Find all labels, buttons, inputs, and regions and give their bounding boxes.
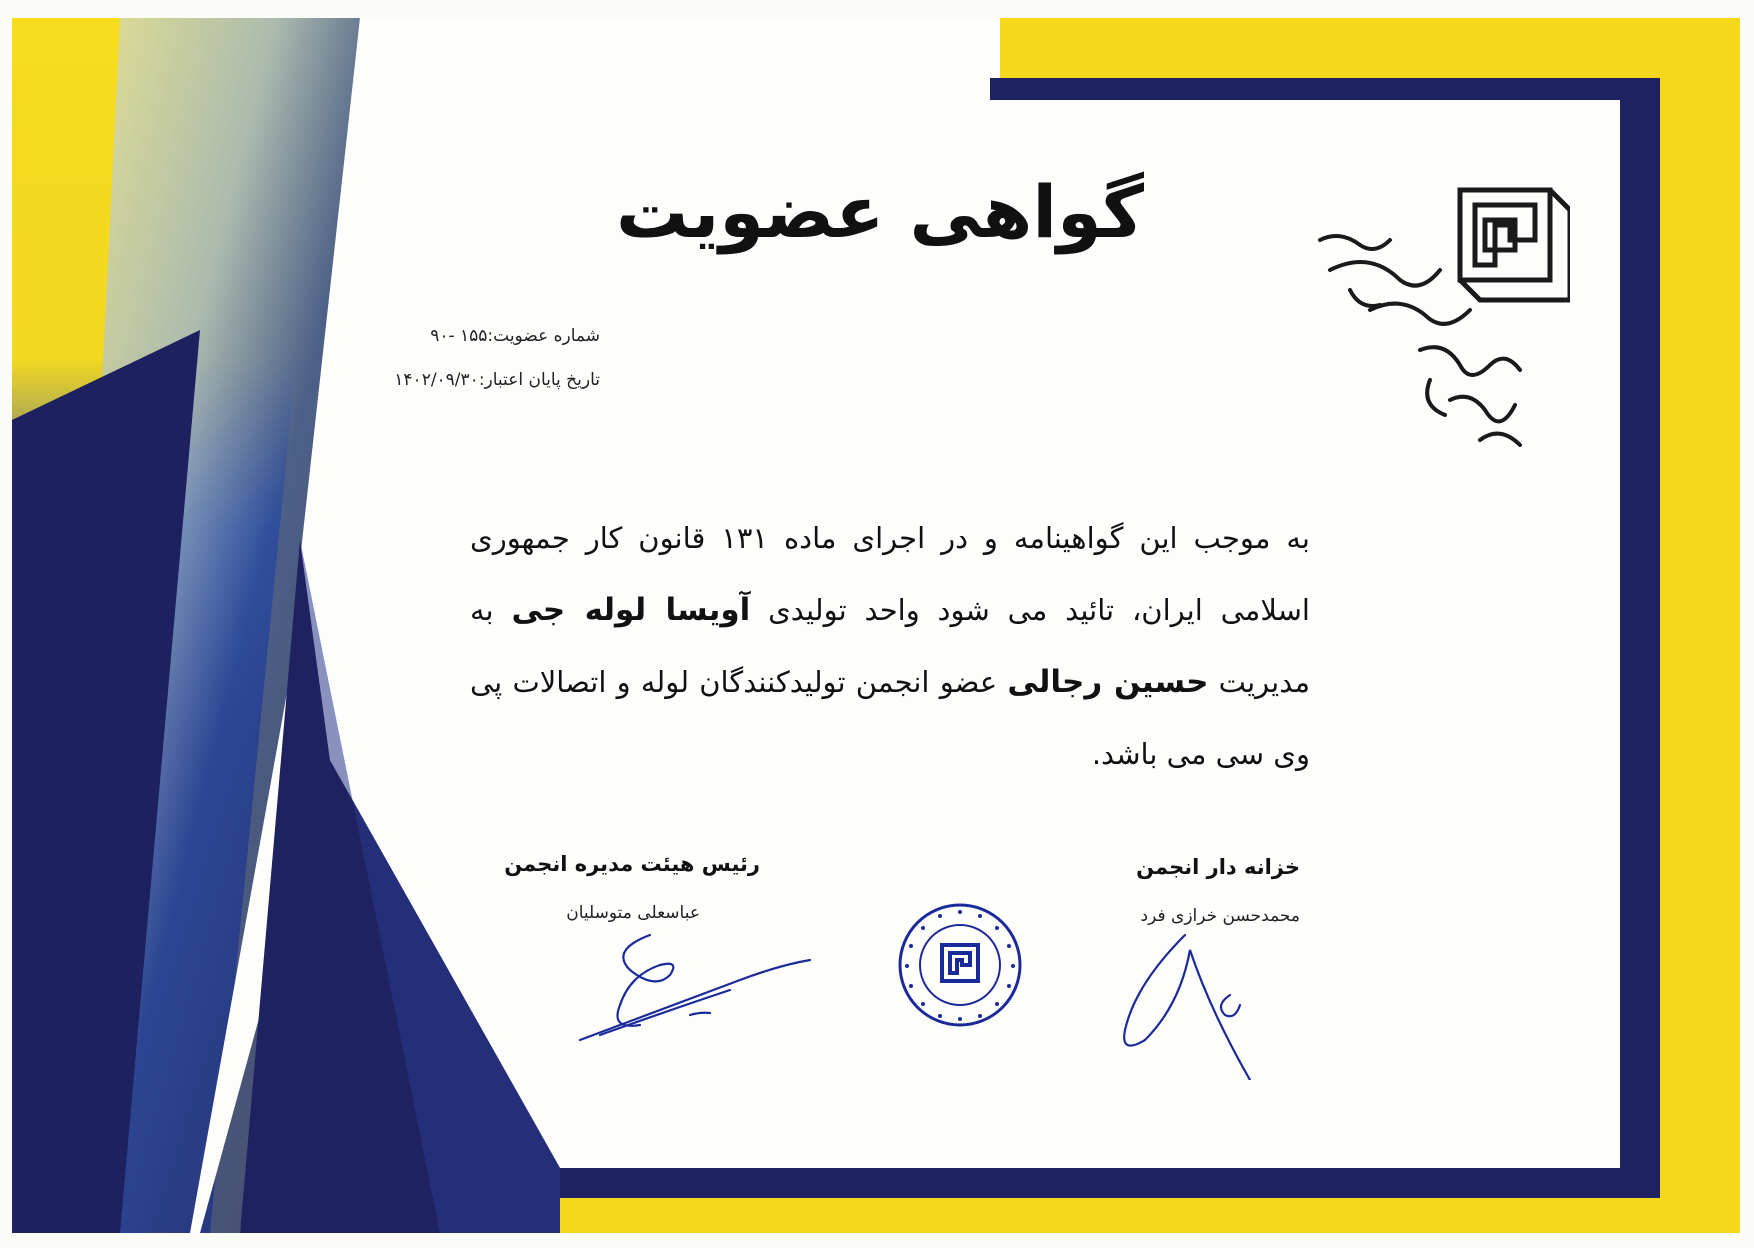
chairman-name: عباسعلی متوسلیان	[566, 903, 700, 923]
body-text-part2: به مدیریت	[470, 593, 1311, 699]
body-text-part1: به موجب این گواهینامه و در اجرای ماده ۱۳۱ قانون کار جمهوری اسلامی ایران، تائید می شود واحد تولیدی	[470, 521, 1311, 627]
expiry-date: تاریخ پایان اعتبار:۱۴۰۲/۰۹/۳۰	[394, 370, 600, 390]
treasurer-signature	[1110, 930, 1290, 1080]
membership-number: شماره عضویت:۱۵۵ -۹۰	[430, 326, 600, 346]
certificate-body	[470, 502, 1310, 790]
association-logo-icon	[1310, 180, 1570, 470]
treasurer-name: محمدحسن خرازی فرد	[1140, 906, 1300, 926]
chairman-signature	[570, 930, 820, 1050]
body-text-part3: عضو انجمن تولیدکنندگان لوله و اتصالات پی وی سی می باشد.	[470, 665, 1310, 771]
treasurer-title: خزانه دار انجمن	[1136, 855, 1300, 879]
association-seal-icon	[895, 900, 1025, 1030]
company-name: آویسا لوله جی	[511, 592, 751, 628]
manager-name: حسین رجالی	[1007, 664, 1209, 700]
chairman-title: رئیس هیئت مدیره انجمن	[504, 852, 760, 876]
certificate-title: گواهی عضویت	[615, 170, 1145, 254]
